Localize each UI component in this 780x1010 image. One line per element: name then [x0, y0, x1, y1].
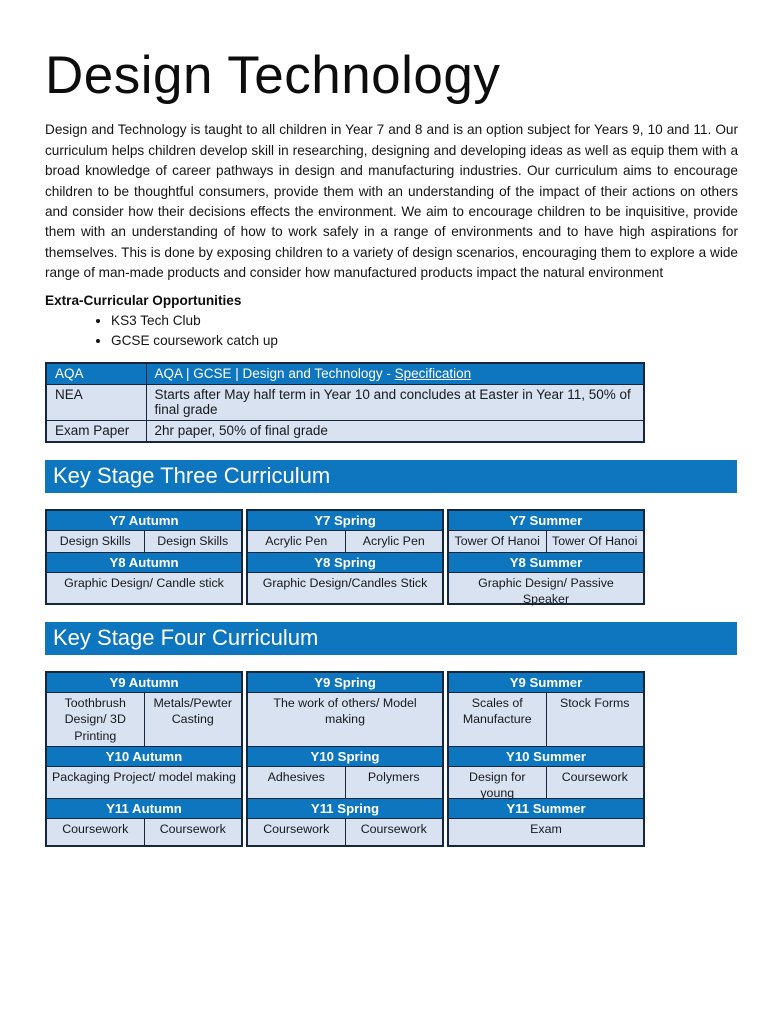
ks4-heading: Key Stage Four Curriculum [45, 622, 737, 655]
table-row [47, 573, 241, 603]
extra-curricular-list [45, 311, 738, 351]
term-header: Y8 Summer [449, 553, 643, 573]
table-row [47, 531, 241, 553]
table-row [248, 767, 442, 799]
term-header: Y10 Spring [248, 747, 442, 767]
term-header: Y11 Spring [248, 799, 442, 819]
unit-cell: Tower Of Hanoi [454, 533, 540, 548]
table-row [46, 384, 644, 420]
ks4-table [45, 671, 645, 847]
term-header: Y11 Autumn [47, 799, 241, 819]
table-row [47, 767, 241, 799]
table-row [449, 819, 643, 845]
table-row [248, 531, 442, 553]
unit-cell: Coursework [62, 821, 129, 836]
ks4-section-spring [246, 671, 444, 847]
term-header: Y8 Spring [248, 553, 442, 573]
ks3-table [45, 509, 645, 605]
unit-cell: Design for young [469, 769, 526, 801]
nea-label: NEA [46, 384, 146, 420]
table-row [47, 693, 241, 747]
unit-cell: Scales of Manufacture [462, 695, 532, 727]
table-row [248, 573, 442, 603]
list-item: • GCSE coursework catch up [111, 331, 738, 351]
table-row [449, 693, 643, 747]
unit-cell: Graphic Design/ Passive Speaker [478, 575, 614, 607]
exam-spec-cell [146, 363, 644, 385]
term-header: Y10 Autumn [47, 747, 241, 767]
term-header: Y8 Autumn [47, 553, 241, 573]
ks3-section-summer [447, 509, 645, 605]
ks4-section-summer [447, 671, 645, 847]
list-item: • KS3 Tech Club [111, 311, 738, 331]
ks3-section-spring [246, 509, 444, 605]
table-row [449, 573, 643, 607]
extra-curricular-heading: Extra-Curricular Opportunities [45, 292, 242, 308]
term-header: Y7 Autumn [47, 511, 241, 531]
table-row [449, 531, 643, 553]
unit-cell: Metals/Pewter Casting [144, 693, 242, 746]
unit-cell: Graphic Design/Candles Stick [262, 575, 428, 590]
page-title: Design Technology [45, 46, 501, 105]
exam-paper-value: 2hr paper, 50% of final grade [146, 420, 644, 442]
exam-board-label: AQA [46, 363, 146, 385]
term-header: Y9 Spring [248, 673, 442, 693]
term-header: Y7 Spring [248, 511, 442, 531]
unit-cell: Design Skills [59, 533, 131, 548]
unit-cell: Tower Of Hanoi [546, 531, 644, 552]
intro-paragraph: Design and Technology is taught to all children in Year 7 and 8 and is an option subject for Years 9, 10 and 11. Our curriculum helps children develop skill in researching, designing and developing ideas as well as equip them with a broad knowledge of career pathways in design and manufacturing industries. Our curriculum aims to encourage children to be thoughtful consumers, provide them with an understanding of the impact of their actions on others and consider how their decisions effects the environment. We aim to encourage children to be inquisitive, provide them with an understanding of how to work safely in a range of environments and to have high aspirations for themselves. This is done by exposing children to a variety of design scenarios, encouraging them to explore a wide range of man-made products and consider how manufactured products impact the natural environment [45, 122, 738, 281]
unit-cell: Design Skills [144, 531, 242, 552]
unit-cell: Graphic Design/ Candle stick [64, 575, 224, 590]
unit-cell: Acrylic Pen [265, 533, 328, 548]
table-row [248, 693, 442, 747]
specification-link[interactable]: Specification [394, 365, 472, 381]
unit-cell: Adhesives [267, 769, 325, 784]
unit-cell: Packaging Project/ model making [52, 769, 236, 784]
table-row [47, 819, 241, 845]
table-row [449, 767, 643, 799]
exam-board-table [45, 362, 645, 443]
table-row [46, 363, 644, 385]
ks3-section-autumn [45, 509, 243, 605]
unit-cell: Acrylic Pen [345, 531, 443, 552]
unit-cell: The work of others/ Model making [273, 695, 417, 727]
unit-cell: Coursework [144, 819, 242, 845]
unit-cell: Polymers [345, 767, 443, 798]
unit-cell: Toothbrush Design/ 3D Printing [64, 695, 126, 743]
term-header: Y11 Summer [449, 799, 643, 819]
unit-cell: Coursework [546, 767, 644, 798]
exam-paper-label: Exam Paper [46, 420, 146, 442]
term-header: Y9 Summer [449, 673, 643, 693]
exam-spec-text: AQA | GCSE | Design and Technology - [154, 365, 395, 381]
unit-cell: Exam [530, 821, 562, 836]
term-header: Y10 Summer [449, 747, 643, 767]
unit-cell: Coursework [263, 821, 330, 836]
unit-cell: Coursework [345, 819, 443, 845]
table-row [248, 819, 442, 845]
unit-cell: Stock Forms [546, 693, 644, 746]
term-header: Y9 Autumn [47, 673, 241, 693]
nea-value: Starts after May half term in Year 10 and concludes at Easter in Year 11, 50% of final grade [146, 384, 644, 420]
table-row [46, 420, 644, 442]
ks4-section-autumn [45, 671, 243, 847]
ks3-heading: Key Stage Three Curriculum [45, 460, 737, 493]
term-header: Y7 Summer [449, 511, 643, 531]
